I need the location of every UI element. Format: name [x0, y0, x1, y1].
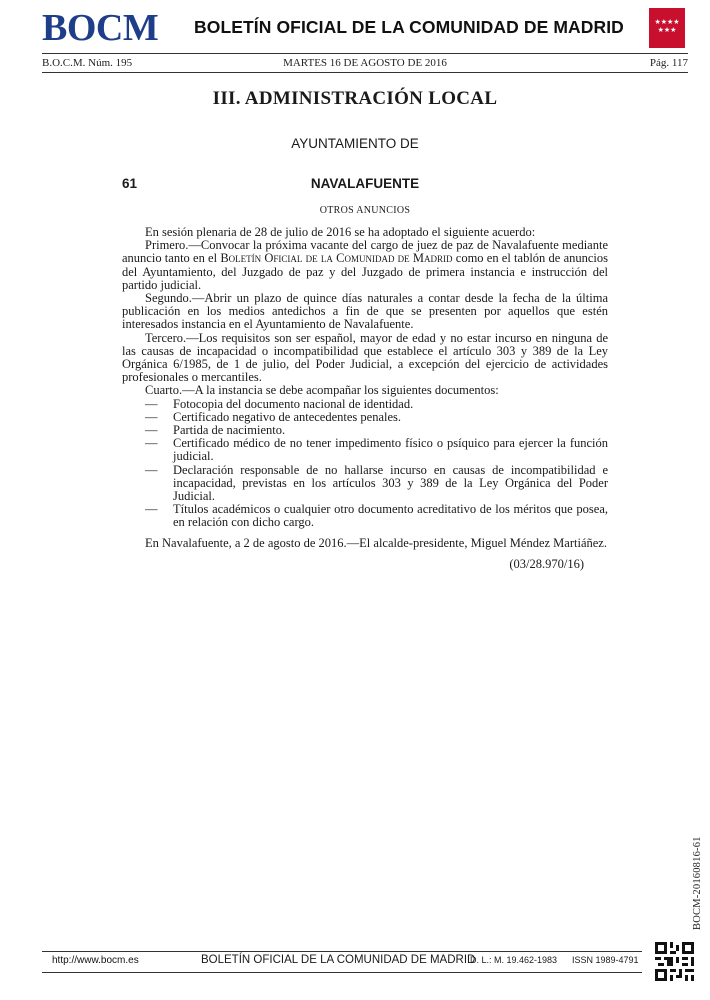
- list-item-text: Certificado médico de no tener impedimento físico o psíquico para ejercer la función judicial.: [173, 436, 608, 464]
- legal-deposit: D. L.: M. 19.462-1983: [470, 955, 558, 965]
- paragraph-tercero: Tercero.—Los requisitos son ser español, mayor de edad y no estar incurso en ninguna de las causas de incapacidad o incompatibilidad que establece el artículo 303 y 389 de la Ley Orgánica 6/1985, de 1 de julio, del Poder Judicial, a excepción del ejercicio de actividades profesionales o mercantiles.: [122, 330, 608, 385]
- list-item-text: Títulos académicos o cualquier otro documento acreditativo de los méritos que posea, en relación con dicho cargo.: [173, 502, 608, 530]
- list-dash: —: [145, 502, 158, 517]
- paragraph-cuarto: Cuarto.—A la instancia se debe acompañar los siguientes documentos:: [145, 383, 499, 398]
- list-item-text: Fotocopia del documento nacional de identidad.: [173, 396, 414, 411]
- footer-title: BOLETÍN OFICIAL DE LA COMUNIDAD DE MADRID: [201, 954, 476, 966]
- announcement-kind: OTROS ANUNCIOS: [319, 205, 411, 216]
- website-link[interactable]: http://www.bocm.es: [52, 955, 139, 966]
- list-item: [122, 437, 608, 463]
- document-code: BOCM-20160816-61: [692, 836, 703, 930]
- section-title: III. ADMINISTRACIÓN LOCAL: [212, 88, 498, 109]
- header-rule-bottom: [42, 72, 688, 73]
- header-rule-top: [42, 53, 688, 54]
- list-dash: —: [145, 409, 158, 424]
- list-dash: —: [145, 423, 158, 438]
- list-item: [122, 503, 608, 529]
- list-item: [122, 464, 608, 504]
- page-number: Pág. 117: [649, 57, 688, 69]
- list-item-text: Partida de nacimiento.: [173, 423, 286, 438]
- announcement-number: 61: [122, 176, 138, 191]
- reference-code: (03/28.970/16): [509, 556, 584, 571]
- list-item-text: Certificado negativo de antecedentes penales.: [173, 409, 402, 424]
- paragraph-primero: [122, 239, 608, 292]
- issue-number: B.O.C.M. Núm. 195: [42, 57, 133, 69]
- publication-title: BOLETÍN OFICIAL DE LA COMUNIDAD DE MADRID: [194, 17, 624, 37]
- list-dash: —: [145, 462, 158, 477]
- bocm-logo: BOCM: [42, 7, 159, 49]
- list-dash: —: [145, 436, 158, 451]
- issn: ISSN 1989-4791: [572, 955, 639, 965]
- section-subtitle: AYUNTAMIENTO DE: [291, 136, 419, 151]
- list-dash: —: [145, 396, 158, 411]
- paragraph-segundo: Segundo.—Abrir un plazo de quince días naturales a contar desde la fecha de la última publicación en los medios antedichos a fin de que se presenten por aquellos que estén interesados instancia en el Ayuntamiento de Navalafuente.: [122, 291, 608, 332]
- primero-text-a: Primero.—Convocar la próxima vacante del cargo de juez de paz de Navalafuente mediante anuncio tanto en el: [122, 238, 608, 266]
- documents-list: [122, 398, 608, 530]
- flag-stars: ★★★★ ★★★: [654, 18, 680, 34]
- issue-date: MARTES 16 DE AGOSTO DE 2016: [283, 57, 447, 69]
- primero-text-b: como en el tablón de anuncios del Ayuntamiento, del Juzgado de paz y del Juzgado de primera instancia e instrucción del partido judicial.: [122, 251, 608, 292]
- intro-paragraph: En sesión plenaria de 28 de julio de 2016 se ha adoptado el siguiente acuerdo:: [145, 225, 536, 239]
- bocm-mention: Boletín Oficial de la Comunidad de Madrid: [220, 251, 453, 266]
- town-name: NAVALAFUENTE: [310, 176, 420, 191]
- qr-code-icon: [655, 942, 694, 981]
- announcement-body: [122, 226, 608, 571]
- closing-signature: En Navalafuente, a 2 de agosto de 2016.—El alcalde-presidente, Miguel Méndez Martiáñez.: [145, 535, 607, 550]
- list-item-text: Declaración responsable de no hallarse incurso en causas de incompatibilidad e incapacidad, previstas en los artículos 303 y 389 de la Ley Orgánica del Poder Judicial.: [173, 462, 608, 504]
- madrid-flag-icon: [649, 8, 685, 48]
